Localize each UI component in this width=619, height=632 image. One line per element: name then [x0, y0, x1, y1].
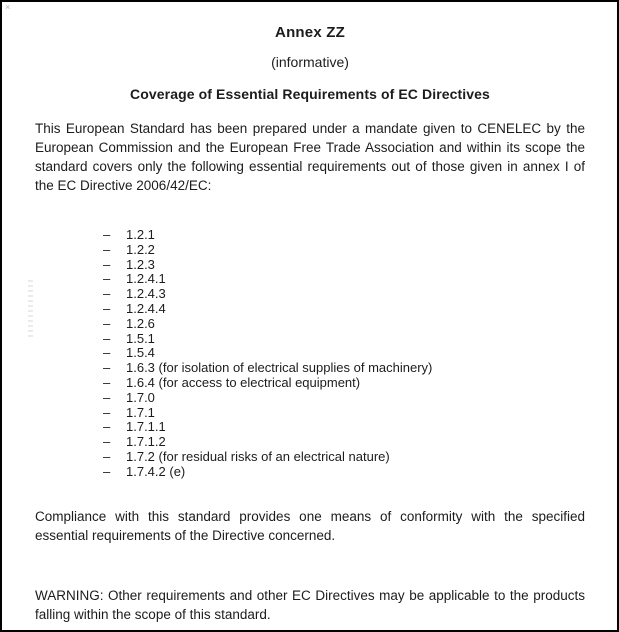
- dash-bullet: –: [103, 419, 111, 435]
- requirement-item: [103, 420, 585, 435]
- dash-bullet: –: [103, 389, 111, 405]
- requirement-text: 1.2.6: [126, 315, 155, 331]
- dash-bullet: –: [103, 404, 111, 420]
- requirement-text: 1.7.0: [126, 389, 155, 405]
- requirement-item: [103, 465, 585, 480]
- requirement-text: 1.6.4 (for access to electrical equipment): [126, 374, 361, 390]
- dash-bullet: –: [103, 286, 111, 302]
- requirement-text: 1.2.4.3: [126, 286, 166, 302]
- requirement-text: 1.7.4.2 (e): [126, 463, 186, 479]
- scan-artifact-corner-icon: ×: [5, 2, 11, 12]
- dash-bullet: –: [103, 345, 111, 361]
- requirement-text: 1.5.1: [126, 330, 155, 346]
- requirement-text: 1.6.3 (for isolation of electrical supplies of machinery): [126, 360, 433, 376]
- requirement-item: [103, 346, 585, 361]
- annex-subheading: (informative): [271, 54, 349, 70]
- requirement-item: [103, 317, 585, 332]
- requirement-text: 1.7.1.1: [126, 419, 166, 435]
- requirement-item: [103, 272, 585, 287]
- requirement-item: [103, 258, 585, 273]
- requirement-item: [103, 302, 585, 317]
- dash-bullet: –: [103, 448, 111, 464]
- requirement-item: [103, 361, 585, 376]
- dash-bullet: –: [103, 434, 111, 450]
- requirement-text: 1.2.4.4: [126, 300, 166, 316]
- requirement-text: 1.7.2 (for residual risks of an electrical nature): [126, 448, 390, 464]
- requirement-item: [103, 332, 585, 347]
- requirement-item: [103, 287, 585, 302]
- requirement-text: 1.7.1.2: [126, 434, 166, 450]
- requirement-text: 1.7.1: [126, 404, 155, 420]
- document-title: Coverage of Essential Requirements of EC Directives: [130, 86, 490, 102]
- requirement-text: 1.2.3: [126, 256, 155, 272]
- dash-bullet: –: [103, 374, 111, 390]
- dash-bullet: –: [103, 241, 111, 257]
- requirement-item: [103, 406, 585, 421]
- dash-bullet: –: [103, 360, 111, 376]
- requirement-text: 1.2.4.1: [126, 271, 166, 287]
- dash-bullet: –: [103, 330, 111, 346]
- compliance-paragraph: Compliance with this standard provides one means of conformity with the specified essential requirements of the Directive concerned.: [35, 508, 585, 543]
- requirement-text: 1.2.1: [126, 227, 155, 242]
- requirement-item: [103, 435, 585, 450]
- annex-heading: Annex ZZ: [275, 24, 345, 41]
- requirement-text: 1.2.2: [126, 241, 155, 257]
- requirement-item: [103, 243, 585, 258]
- requirement-text: 1.5.4: [126, 345, 155, 361]
- dash-bullet: –: [103, 463, 111, 479]
- dash-bullet: –: [103, 271, 111, 287]
- dash-bullet: –: [103, 256, 111, 272]
- requirement-item: [103, 391, 585, 406]
- requirements-list: [35, 228, 585, 480]
- intro-paragraph: This European Standard has been prepared under a mandate given to CENELEC by the European Commission and the European Free Trade Association and within its scope the standard covers only the following essential requirements out of those given in annex I of the EC Directive 2006/42/EC:: [35, 121, 585, 193]
- requirement-item: [103, 376, 585, 391]
- dash-bullet: –: [103, 300, 111, 316]
- scan-artifact-left-margin: [28, 280, 33, 338]
- requirement-item: [103, 450, 585, 465]
- dash-bullet: –: [103, 315, 111, 331]
- warning-paragraph: WARNING: Other requirements and other EC Directives may be applicable to the products falling within the scope of this standard.: [35, 587, 585, 622]
- requirement-item: [103, 228, 585, 243]
- dash-bullet: –: [103, 227, 111, 242]
